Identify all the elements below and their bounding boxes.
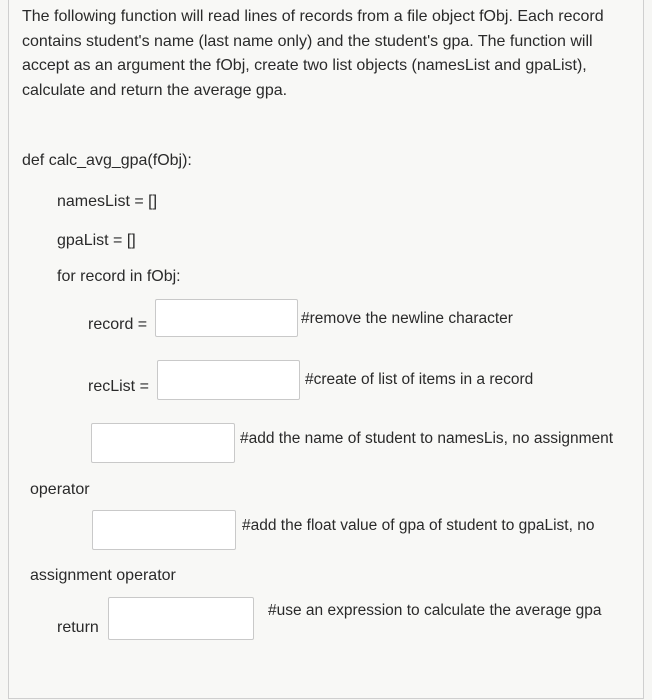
gpa-add-comment: #add the float value of gpa of student to gpaList, no xyxy=(242,517,595,534)
question-frame xyxy=(8,0,644,699)
record-comment: #remove the newline character xyxy=(301,310,513,327)
reclist-input[interactable] xyxy=(157,360,300,400)
return-comment: #use an expression to calculate the average gpa xyxy=(268,602,602,619)
names-list-line: namesList = [] xyxy=(57,193,158,210)
assignment-operator-text: assignment operator xyxy=(30,567,176,584)
names-add-input[interactable] xyxy=(91,423,235,463)
gpa-add-input[interactable] xyxy=(92,510,236,550)
return-label: return xyxy=(57,619,99,636)
record-input[interactable] xyxy=(155,299,298,337)
def-line: def calc_avg_gpa(fObj): xyxy=(22,152,192,169)
record-label: record = xyxy=(88,316,148,333)
reclist-label: recList = xyxy=(88,378,149,395)
return-input[interactable] xyxy=(108,597,254,640)
names-add-comment: #add the name of student to namesLis, no assignment xyxy=(240,430,614,447)
for-line: for record in fObj: xyxy=(57,268,181,285)
reclist-comment: #create of list of items in a record xyxy=(305,371,534,388)
operator-text: operator xyxy=(30,481,90,498)
question-text: The following function will read lines of records from a file object fObj. Each record contains student's name (last name only) and the student's gpa. The function will accept as an argument the fObj, create two list objects (namesList and gpaList), calculate and return the average gpa. xyxy=(22,8,604,99)
gpa-list-line: gpaList = [] xyxy=(57,232,136,249)
